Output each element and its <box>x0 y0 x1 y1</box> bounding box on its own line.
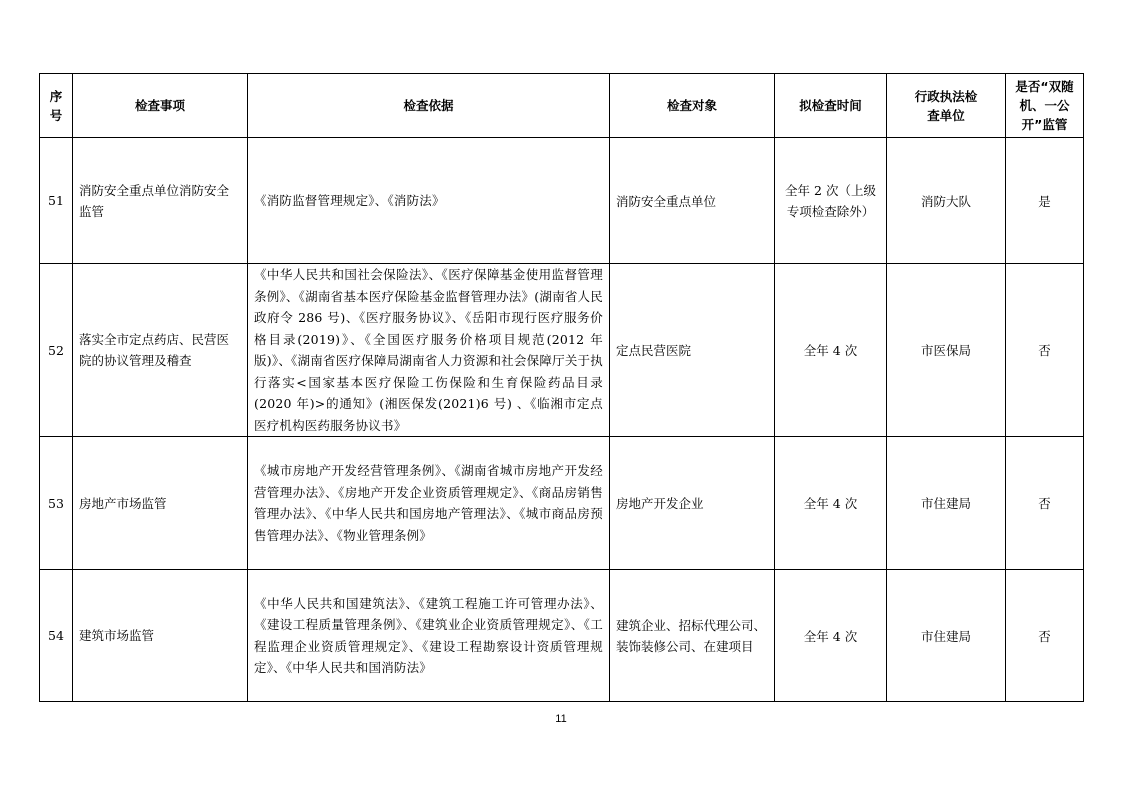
row-seq: 53 <box>40 437 73 570</box>
row-basis: 《中华人民共和国社会保险法》、《医疗保障基金使用监督管理条例》、《湖南省基本医疗保险基金监督管理办法》(湖南省人民政府令 286 号)、《医疗服务协议》、《岳阳市现行医疗服务价格目录(2019)》、《全国医疗服务价格项目规范(2012 年版)》、《湖南省医疗保障局湖南省人力资源和社会保障厅关于执行落实<国家基本医疗保险工伤保险和生育保险药品目录(2020 年)>的通知》(湘医保发(2021)6 号) 、《临湘市定点医疗机构医药服务协议书》 <box>248 264 610 437</box>
row-unit: 消防大队 <box>887 138 1006 264</box>
row-double-random: 否 <box>1006 437 1084 570</box>
row-unit: 市住建局 <box>887 437 1006 570</box>
header-basis: 检查依据 <box>248 74 610 138</box>
header-time: 拟检查时间 <box>775 74 887 138</box>
row-basis: 《消防监督管理规定》、《消防法》 <box>248 138 610 264</box>
row-time: 全年 4 次 <box>775 437 887 570</box>
header-item: 检查事项 <box>73 74 248 138</box>
table-header-row <box>40 74 1084 138</box>
row-target: 定点民营医院 <box>610 264 775 437</box>
row-item: 建筑市场监管 <box>73 570 248 702</box>
row-basis: 《中华人民共和国建筑法》、《建筑工程施工许可管理办法》、《建设工程质量管理条例》、《建筑业企业资质管理规定》、《工程监理企业资质管理规定》、《建设工程勘察设计资质管理规定》、《中华人民共和国消防法》 <box>248 570 610 702</box>
row-item: 房地产市场监管 <box>73 437 248 570</box>
row-time: 全年 2 次（上级专项检查除外） <box>775 138 887 264</box>
row-item: 消防安全重点单位消防安全监管 <box>73 138 248 264</box>
row-item: 落实全市定点药店、民营医院的协议管理及稽查 <box>73 264 248 437</box>
row-seq: 52 <box>40 264 73 437</box>
table-row <box>40 138 1084 264</box>
header-double-random: 是否“双随机、一公开”监管 <box>1006 74 1084 138</box>
row-time: 全年 4 次 <box>775 264 887 437</box>
row-seq: 51 <box>40 138 73 264</box>
row-double-random: 是 <box>1006 138 1084 264</box>
row-target: 消防安全重点单位 <box>610 138 775 264</box>
inspection-table <box>39 73 1084 702</box>
row-unit: 市医保局 <box>887 264 1006 437</box>
table-row <box>40 264 1084 437</box>
header-unit: 行政执法检查单位 <box>887 74 1006 138</box>
row-time: 全年 4 次 <box>775 570 887 702</box>
table-row <box>40 437 1084 570</box>
row-unit: 市住建局 <box>887 570 1006 702</box>
row-seq: 54 <box>40 570 73 702</box>
header-seq: 序号 <box>40 74 73 138</box>
header-target: 检查对象 <box>610 74 775 138</box>
row-double-random: 否 <box>1006 570 1084 702</box>
table-row <box>40 570 1084 702</box>
row-target: 建筑企业、招标代理公司、装饰装修公司、在建项目 <box>610 570 775 702</box>
row-target: 房地产开发企业 <box>610 437 775 570</box>
row-basis: 《城市房地产开发经营管理条例》、《湖南省城市房地产开发经营管理办法》、《房地产开发企业资质管理规定》、《商品房销售管理办法》、《中华人民共和国房地产管理法》、《城市商品房预售管理办法》、《物业管理条例》 <box>248 437 610 570</box>
row-double-random: 否 <box>1006 264 1084 437</box>
page-number: 11 <box>555 713 567 725</box>
